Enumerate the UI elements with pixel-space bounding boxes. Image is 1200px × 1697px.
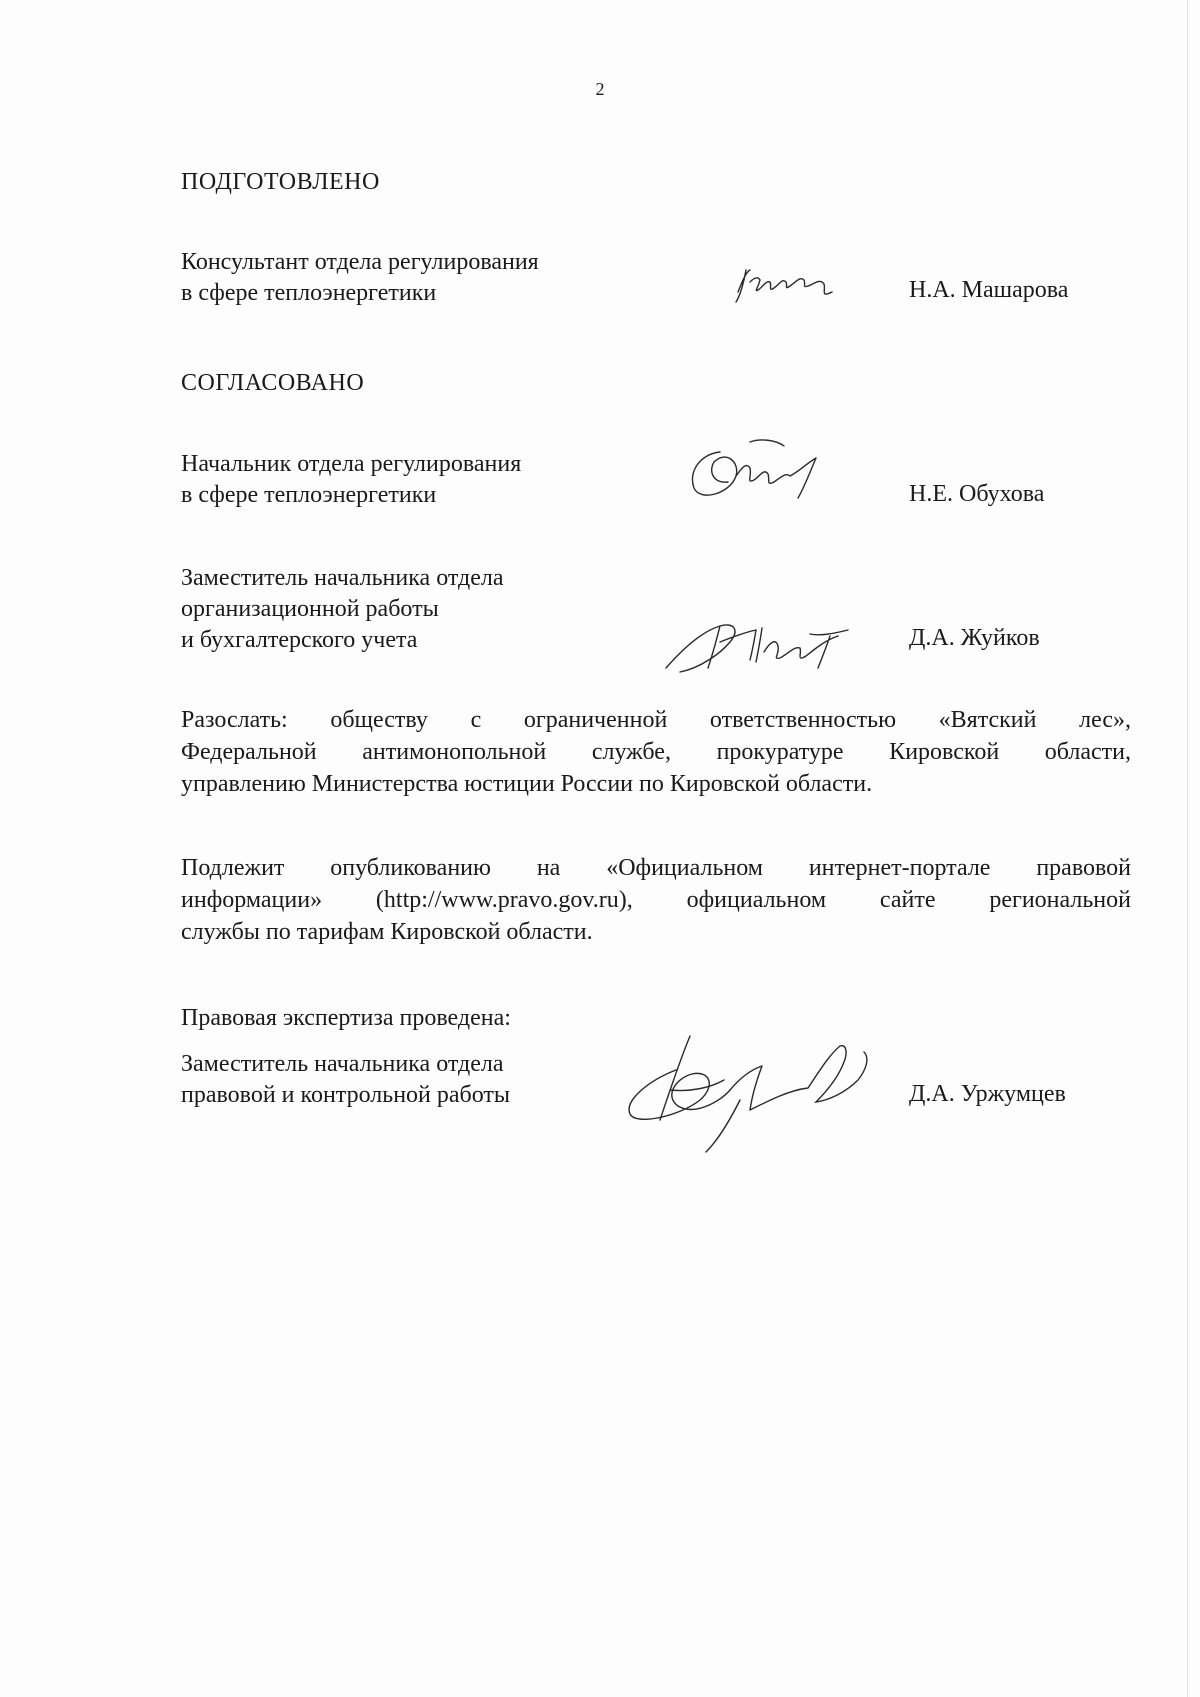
- agreed-signer-2-position: [181, 563, 504, 656]
- prepared-position-line: Консультант отдела регулирования: [181, 249, 539, 275]
- legal-review-signer-name: Д.А. Уржумцев: [909, 1081, 1066, 1107]
- legal-review-position-line: Заместитель начальника отдела: [181, 1051, 504, 1077]
- agreed-signer-1-position: [181, 449, 521, 511]
- agreed-signer-position-line: Заместитель начальника отдела: [181, 565, 504, 591]
- agreed-heading: СОГЛАСОВАНО: [181, 370, 365, 396]
- agreed-signer-position-line: и бухгалтерского учета: [181, 627, 418, 653]
- page-number: 2: [595, 79, 605, 99]
- agreed-signer-2-name: Д.А. Жуйков: [909, 625, 1040, 651]
- scan-edge-line: [1187, 0, 1188, 1697]
- signature-obukhova: [680, 432, 840, 507]
- publication-paragraph: [181, 852, 1131, 948]
- agreed-signer-position-line: в сфере теплоэнергетики: [181, 482, 437, 508]
- prepared-signer-name: Н.А. Машарова: [909, 277, 1069, 303]
- publication-line: Подлежит опубликованию на «Официальном интернет-портале правовой: [181, 855, 1131, 881]
- signature-zhuikov: [660, 612, 860, 677]
- prepared-heading: ПОДГОТОВЛЕНО: [181, 169, 380, 195]
- distribution-paragraph: [181, 704, 1131, 800]
- agreed-signer-position-line: организационной работы: [181, 596, 439, 622]
- distribution-line: Разослать: обществу с ограниченной ответственностью «Вятский лес»,: [181, 707, 1131, 733]
- prepared-position: [181, 247, 539, 309]
- distribution-line: управлению Министерства юстиции России по Кировской области.: [181, 771, 873, 797]
- publication-line: информации» (http://www.pravo.gov.ru), официальном сайте региональной: [181, 887, 1131, 913]
- signature-masharova: [728, 262, 858, 312]
- legal-review-heading: Правовая экспертиза проведена:: [181, 1005, 511, 1031]
- distribution-line: Федеральной антимонопольной службе, прокуратуре Кировской области,: [181, 739, 1131, 765]
- legal-review-position: [181, 1049, 510, 1111]
- signature-urzhumtsev: [620, 1030, 900, 1160]
- legal-review-position-line: правовой и контрольной работы: [181, 1082, 511, 1108]
- prepared-position-line: в сфере теплоэнергетики: [181, 280, 437, 306]
- agreed-signer-1-name: Н.Е. Обухова: [909, 481, 1045, 507]
- agreed-signer-position-line: Начальник отдела регулирования: [181, 451, 522, 477]
- publication-line: службы по тарифам Кировской области.: [181, 919, 593, 945]
